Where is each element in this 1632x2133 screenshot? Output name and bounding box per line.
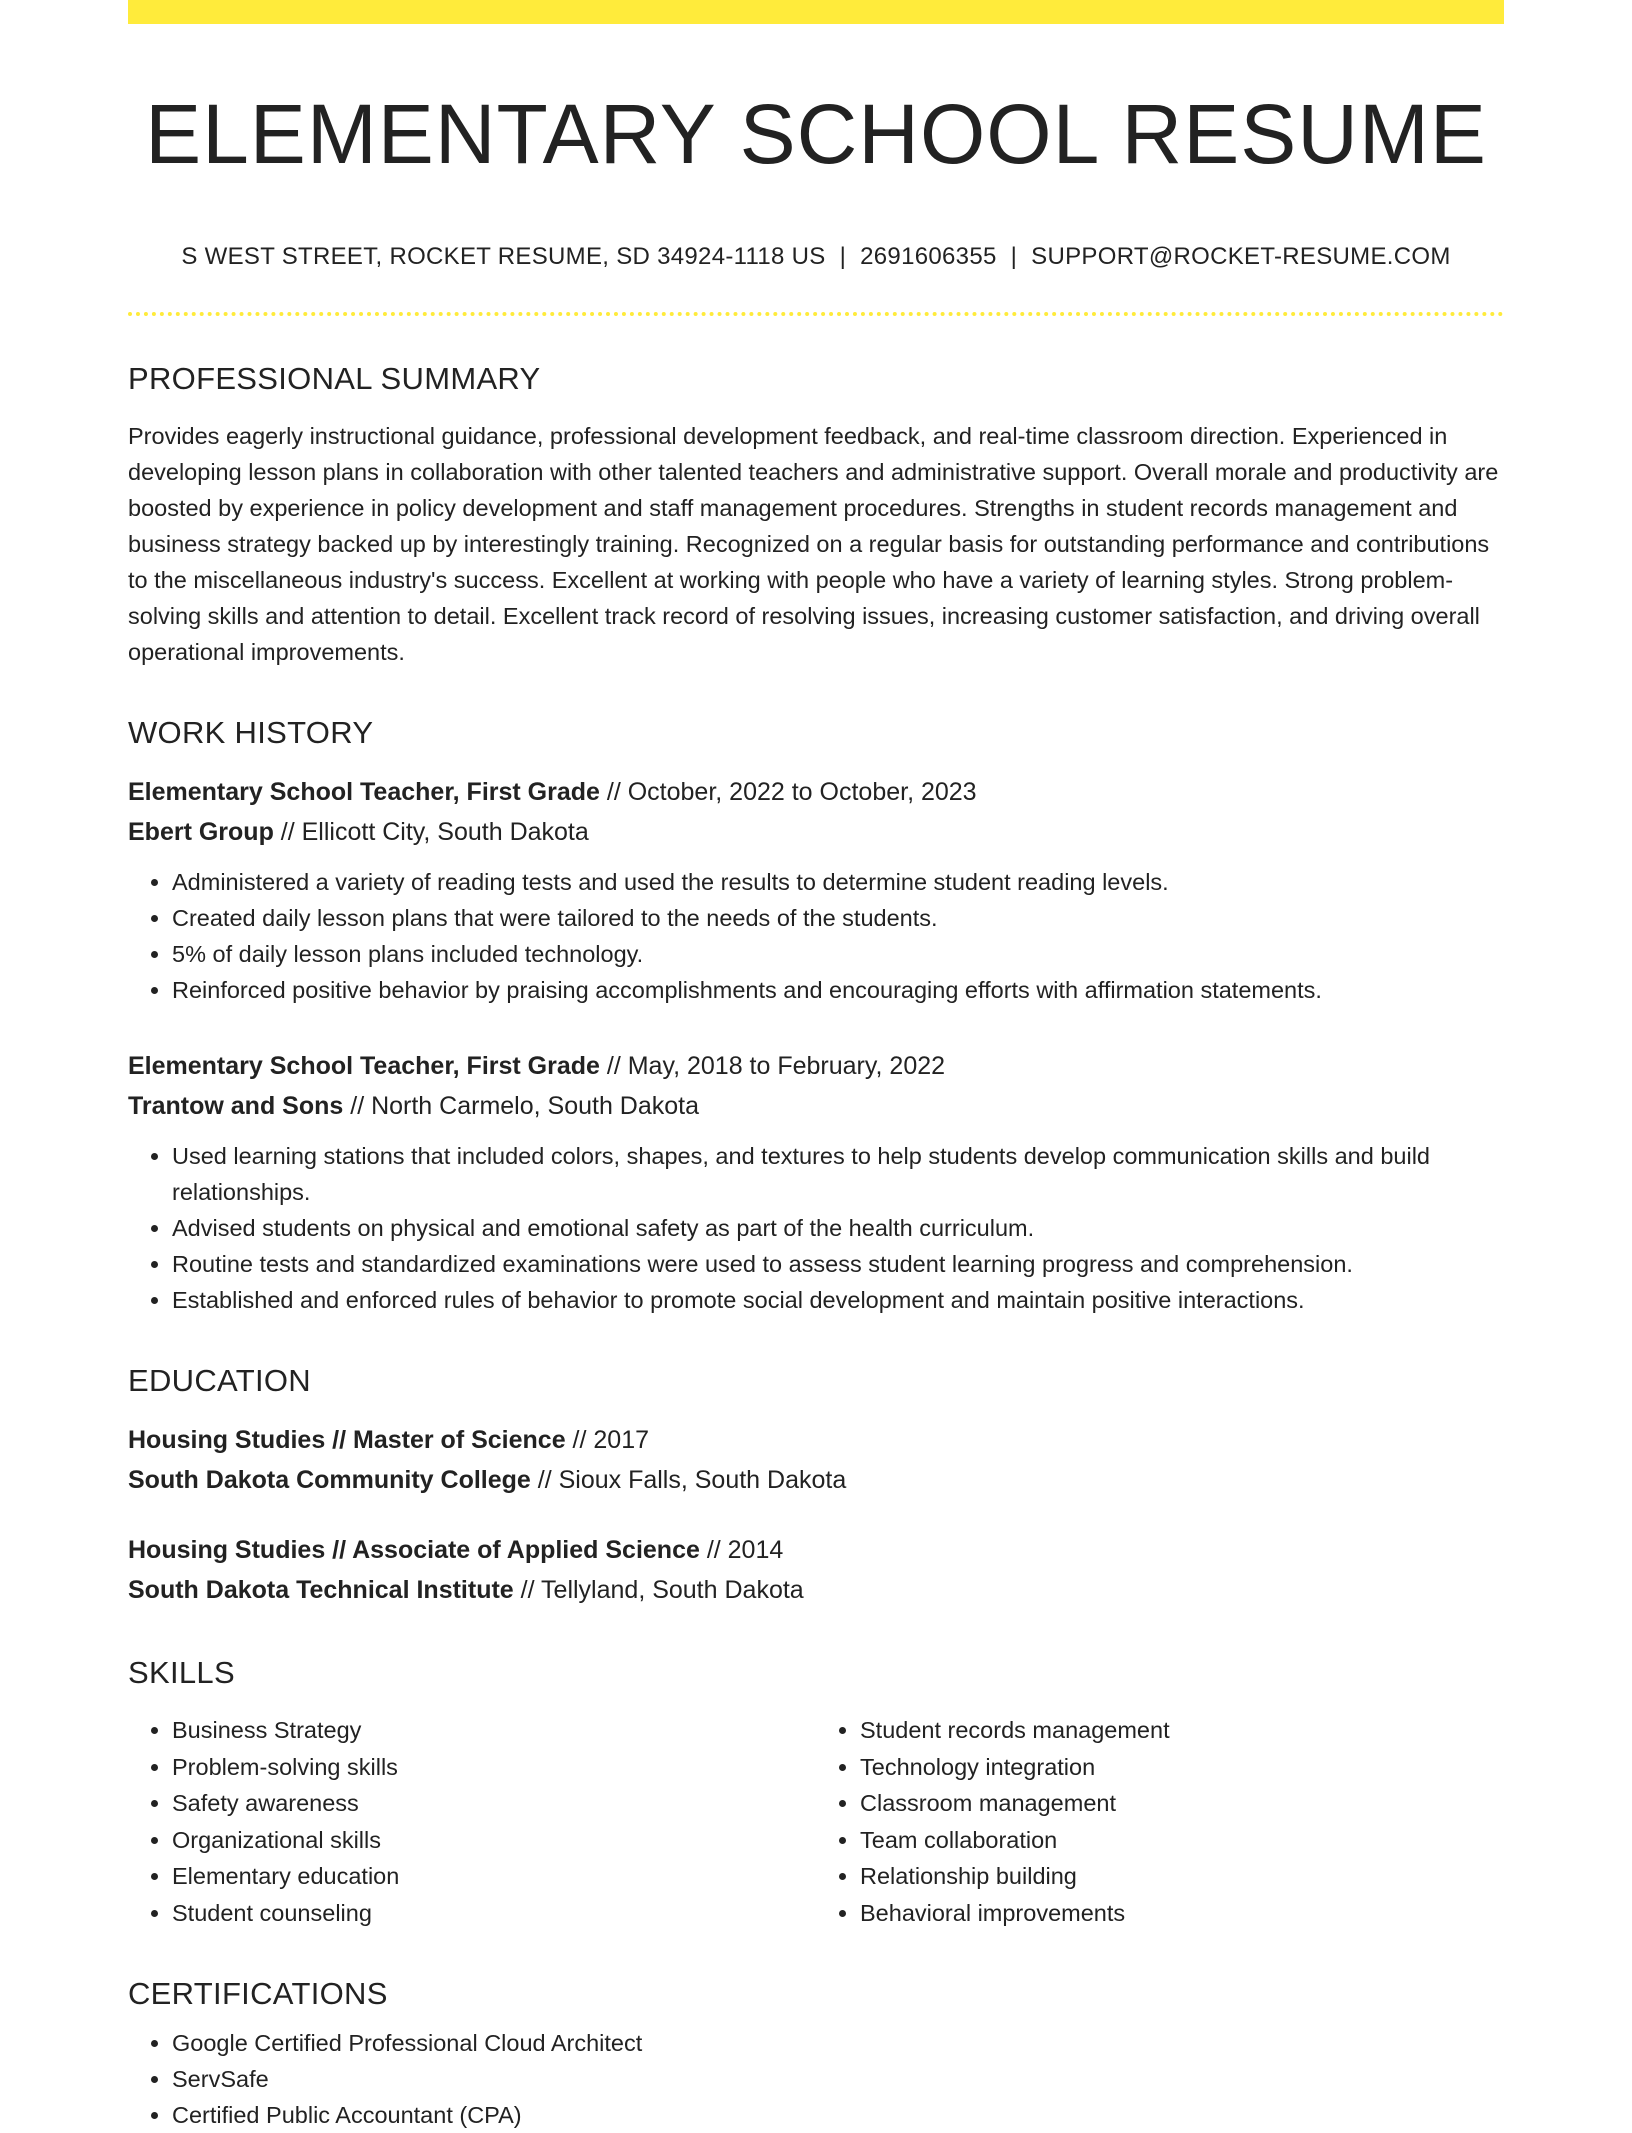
job-location: // Ellicott City, South Dakota: [273, 818, 589, 846]
education-school-line: [128, 1460, 1504, 1500]
job-location: // North Carmelo, South Dakota: [343, 1092, 700, 1120]
section-title-summary: PROFESSIONAL SUMMARY: [128, 361, 541, 396]
job-bullet: • Established and enforced rules of behavior to promote social development and maintain positive interactions.: [172, 1282, 1504, 1318]
job-bullet: • Advised students on physical and emotional safety as part of the health curriculum.: [172, 1210, 1504, 1246]
job-bullets: [128, 1138, 1504, 1318]
job-role: Elementary School Teacher, First Grade: [128, 778, 600, 806]
summary-text: Provides eagerly instructional guidance, professional development feedback, and real-time classroom direction. Experienced in developing lesson plans in collaboration with other talented teachers and administrative support. Overall morale and productivity are boosted by experience in policy development and staff management procedures. Strengths in student records management and business strategy backed up by interestingly training. Recognized on a regular basis for outstanding performance and contributions to the miscellaneous industry's success. Excellent at working with people who have a variety of learning styles. Strong problem-solving skills and attention to detail. Excellent track record of resolving issues, increasing customer satisfaction, and driving overall operational improvements.: [128, 423, 1499, 665]
email: SUPPORT@ROCKET-RESUME.COM: [1031, 243, 1451, 270]
skill-item: • Team collaboration: [860, 1822, 1504, 1859]
education-location: // Tellyland, South Dakota: [513, 1576, 804, 1604]
education-degree-line: [128, 1530, 1504, 1570]
address: S WEST STREET, ROCKET RESUME, SD 34924-1118 US: [181, 243, 826, 270]
contact-line: [128, 242, 1504, 272]
certification-item: • Google Certified Professional Cloud Architect: [172, 2025, 1504, 2061]
certification-item: • ServSafe: [172, 2061, 1504, 2097]
skill-item: • Student records management: [860, 1712, 1504, 1749]
skills-list-left: [128, 1712, 816, 1931]
job-bullet: • Created daily lesson plans that were tailored to the needs of the students.: [172, 900, 1504, 936]
education-entry: [128, 1530, 1504, 1610]
skill-item: • Safety awareness: [172, 1785, 816, 1822]
section-title-skills: SKILLS: [128, 1655, 235, 1690]
resume-title: ELEMENTARY SCHOOL RESUME: [145, 87, 1487, 181]
job-company-line: [128, 1086, 1504, 1126]
contact-separator: |: [839, 243, 847, 270]
education-school: South Dakota Community College: [128, 1466, 531, 1494]
education-school-line: [128, 1570, 1504, 1610]
job-role: Elementary School Teacher, First Grade: [128, 1052, 600, 1080]
education-degree: Housing Studies // Associate of Applied Science: [128, 1536, 700, 1564]
job-company: Trantow and Sons: [128, 1092, 344, 1120]
skills-list-right: [816, 1712, 1504, 1931]
top-accent-bar: [128, 0, 1504, 24]
job-bullet: • 5% of daily lesson plans included technology.: [172, 936, 1504, 972]
skill-item: • Elementary education: [172, 1858, 816, 1895]
certification-item: • Certified Public Accountant (CPA): [172, 2097, 1504, 2133]
education-school: South Dakota Technical Institute: [128, 1576, 514, 1604]
job-bullets: [128, 864, 1504, 1008]
skill-item: • Behavioral improvements: [860, 1895, 1504, 1932]
skill-item: • Business Strategy: [172, 1712, 816, 1749]
skill-item: • Relationship building: [860, 1858, 1504, 1895]
skill-item: • Organizational skills: [172, 1822, 816, 1859]
education-year: // 2014: [699, 1536, 784, 1564]
resume-page: [128, 0, 1504, 2133]
skill-item: • Student counseling: [172, 1895, 816, 1932]
contact-separator: |: [1010, 243, 1018, 270]
certifications-list: [128, 2025, 1504, 2133]
dotted-divider: [128, 312, 1504, 316]
job-company: Ebert Group: [128, 818, 274, 846]
job-bullet: • Routine tests and standardized examinations were used to assess student learning progress and comprehension.: [172, 1246, 1504, 1282]
skills-columns: [128, 1712, 1504, 1931]
job-role-line: [128, 1046, 1504, 1086]
education-location: // Sioux Falls, South Dakota: [530, 1466, 847, 1494]
job-bullet: • Reinforced positive behavior by praising accomplishments and encouraging efforts with affirmation statements.: [172, 972, 1504, 1008]
section-title-education: EDUCATION: [128, 1363, 311, 1398]
job-entry: [128, 1046, 1504, 1318]
job-company-line: [128, 812, 1504, 852]
skill-item: • Technology integration: [860, 1749, 1504, 1786]
education-entry: [128, 1420, 1504, 1500]
job-entry: [128, 772, 1504, 1008]
job-dates: // October, 2022 to October, 2023: [599, 778, 977, 806]
skill-item: • Problem-solving skills: [172, 1749, 816, 1786]
section-title-work-history: WORK HISTORY: [128, 715, 374, 750]
section-title-certifications: CERTIFICATIONS: [128, 1976, 388, 2011]
job-role-line: [128, 772, 1504, 812]
skill-item: • Classroom management: [860, 1785, 1504, 1822]
job-dates: // May, 2018 to February, 2022: [599, 1052, 946, 1080]
job-bullet: • Administered a variety of reading tests and used the results to determine student reading levels.: [172, 864, 1504, 900]
job-bullet: • Used learning stations that included colors, shapes, and textures to help students develop communication skills and build relationships.: [172, 1138, 1504, 1210]
education-year: // 2017: [565, 1426, 650, 1454]
education-degree: Housing Studies // Master of Science: [128, 1426, 566, 1454]
education-degree-line: [128, 1420, 1504, 1460]
phone: 2691606355: [860, 243, 997, 270]
